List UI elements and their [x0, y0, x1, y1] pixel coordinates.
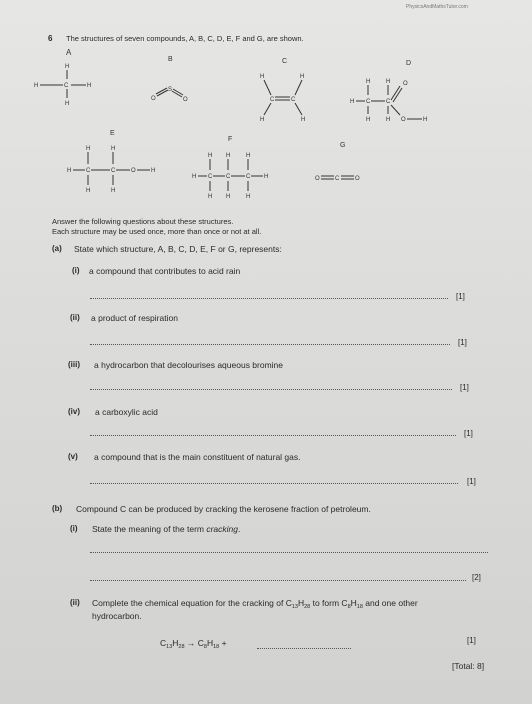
- part-a-iv-text: a carboxylic acid: [95, 407, 158, 417]
- part-b-i-label: (i): [70, 524, 78, 533]
- marks-a-ii: [1]: [458, 338, 467, 347]
- atom: H: [208, 194, 213, 200]
- atom: C: [335, 176, 340, 182]
- atom: H: [34, 83, 39, 89]
- answer-line-a-iv[interactable]: [90, 435, 456, 436]
- answer-line-a-i[interactable]: [90, 298, 448, 299]
- total-marks: [Total: 8]: [452, 661, 485, 671]
- atom: H: [350, 99, 355, 105]
- atom: H: [260, 74, 265, 80]
- atom: C: [86, 168, 91, 174]
- atom: H: [226, 153, 231, 159]
- part-b-ii-label: (ii): [70, 598, 80, 607]
- term-cracking: cracking: [206, 524, 238, 534]
- structure-g: [308, 138, 378, 188]
- atom: H: [386, 79, 391, 85]
- structure-d: [340, 56, 470, 126]
- atom: C: [64, 83, 69, 89]
- atom: O: [183, 97, 188, 103]
- atom: H: [386, 117, 391, 123]
- atom: H: [300, 74, 305, 80]
- atom: H: [246, 153, 251, 159]
- cracking-equation: $C_{13}H_{28} \to C_8H_{18}$ +: [160, 638, 227, 650]
- answer-line-b-i-1[interactable]: [90, 552, 488, 553]
- answer-line-b-ii[interactable]: [257, 648, 351, 649]
- structure-a-label: A: [66, 48, 72, 57]
- instruction-line: Each structure may be used once, more than once or not at all.: [52, 227, 262, 236]
- watermark: PhysicsAndMathsTutor.com: [406, 4, 468, 10]
- part-a-i-text: a compound that contributes to acid rain: [89, 266, 241, 276]
- part-a-label: (a): [52, 244, 62, 253]
- structure-a: [20, 46, 100, 116]
- atom: H: [366, 79, 371, 85]
- atom: H: [192, 174, 197, 180]
- atom: C: [246, 174, 251, 180]
- atom: C: [270, 97, 275, 103]
- part-a-i-label: (i): [72, 266, 80, 275]
- atom: H: [86, 146, 91, 152]
- structure-e-label: E: [110, 130, 115, 137]
- atom: H: [226, 194, 231, 200]
- part-a-iii-label: (iii): [68, 360, 80, 369]
- atom: H: [111, 146, 116, 152]
- structure-f: [190, 132, 290, 207]
- atom: H: [260, 117, 265, 123]
- atom: H: [111, 188, 116, 194]
- structure-e: [60, 126, 170, 196]
- atom: C: [111, 168, 116, 174]
- part-b-stem: Compound C can be produced by cracking the kerosene fraction of petroleum.: [76, 504, 371, 514]
- atom: H: [86, 188, 91, 194]
- marks-b-ii: [1]: [467, 636, 476, 645]
- atom: H: [87, 83, 92, 89]
- part-a-iii-text: a hydrocarbon that decolourises aqueous bromine: [94, 360, 284, 370]
- structure-g-label: G: [340, 142, 346, 149]
- atom: C: [386, 99, 391, 105]
- part-a-stem: State which structure, A, B, C, D, E, F or G, represents:: [74, 244, 282, 254]
- instruction-line: Answer the following questions about these structures.: [52, 217, 234, 226]
- atom: S: [168, 87, 173, 93]
- atom: H: [264, 174, 269, 180]
- question-intro: The structures of seven compounds, A, B, C, D, E, F and G, are shown.: [66, 34, 304, 43]
- atom: H: [366, 117, 371, 123]
- atom: O: [151, 96, 156, 102]
- part-b-ii-text: Complete the chemical equation for the cracking of $C_{13}H_{28}$ to form $C_8H_{18}$ and one other: [92, 598, 418, 610]
- atom: H: [423, 117, 428, 123]
- marks-a-v: [1]: [467, 477, 476, 486]
- part-b-ii-text-cont: hydrocarbon.: [92, 611, 142, 621]
- marks-a-iii: [1]: [460, 383, 469, 392]
- atom: H: [65, 101, 70, 107]
- part-a-ii-label: (ii): [70, 313, 80, 322]
- atom: O: [401, 117, 406, 123]
- atom: O: [403, 81, 408, 87]
- atom: H: [301, 117, 306, 123]
- atom: C: [226, 174, 231, 180]
- part-a-iv-label: (iv): [68, 407, 80, 416]
- atom: C: [208, 174, 213, 180]
- atom: C: [366, 99, 371, 105]
- atom: H: [246, 194, 251, 200]
- part-b-label: (b): [52, 504, 63, 513]
- atom: C: [291, 97, 296, 103]
- question-number: 6: [48, 34, 53, 43]
- atom: H: [151, 168, 156, 174]
- structure-c-label: C: [282, 58, 288, 65]
- atom: O: [315, 176, 320, 182]
- marks-a-i: [1]: [456, 292, 465, 301]
- structure-b-label: B: [168, 56, 173, 63]
- atom: H: [65, 64, 70, 70]
- part-a-v-label: (v): [68, 452, 78, 461]
- atom: O: [131, 168, 136, 174]
- marks-b-i: [2]: [472, 573, 481, 582]
- atom: H: [67, 168, 72, 174]
- arrow-icon: →: [186, 638, 196, 648]
- answer-line-a-v[interactable]: [90, 483, 458, 484]
- structure-c: [250, 54, 320, 124]
- part-b-i-text: State the meaning of the term cracking.: [92, 524, 241, 534]
- atom: O: [355, 176, 360, 182]
- structure-d-label: D: [406, 60, 412, 67]
- marks-a-iv: [1]: [464, 429, 473, 438]
- part-a-ii-text: a product of respiration: [91, 313, 178, 323]
- structure-f-label: F: [228, 136, 233, 143]
- part-a-v-text: a compound that is the main constituent of natural gas.: [94, 452, 301, 462]
- structure-b: [140, 52, 200, 107]
- answer-line-b-i-2[interactable]: [90, 580, 466, 581]
- atom: H: [208, 153, 213, 159]
- answer-line-a-iii[interactable]: [90, 389, 452, 390]
- answer-line-a-ii[interactable]: [90, 344, 450, 345]
